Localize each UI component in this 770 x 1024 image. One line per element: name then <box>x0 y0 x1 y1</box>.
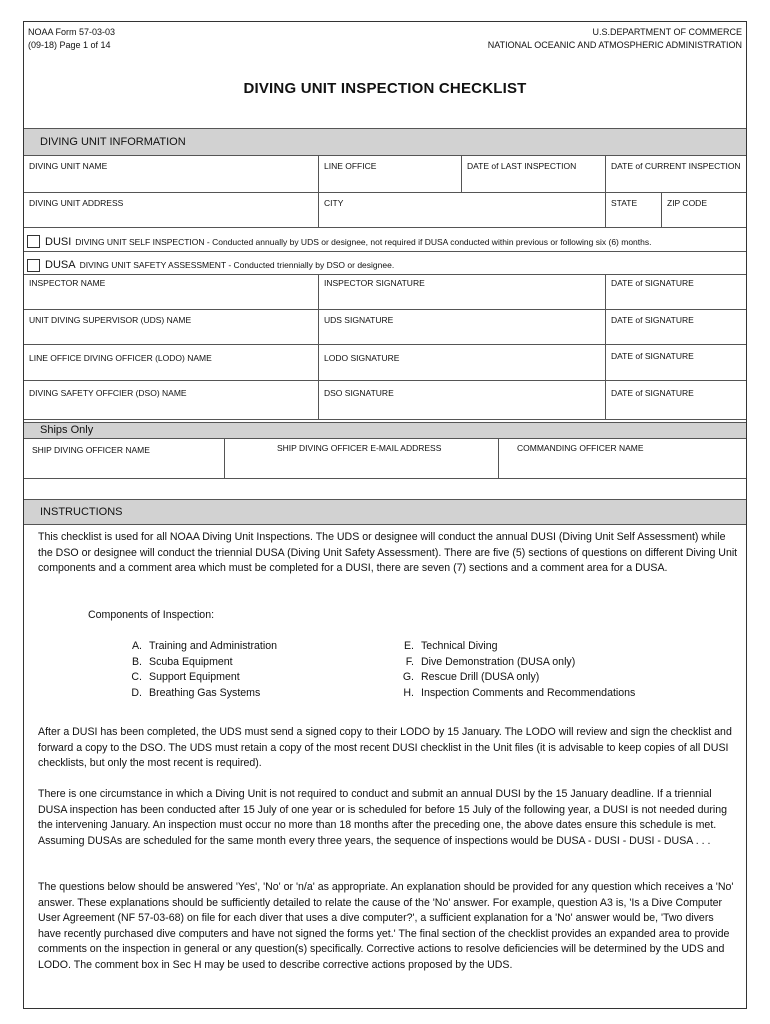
field-label: DATE of SIGNATURE <box>611 278 694 288</box>
dso-row <box>24 381 746 420</box>
section-heading-instructions <box>24 499 746 525</box>
unit-address-row <box>24 193 746 228</box>
form-page <box>23 21 747 1009</box>
field-label: CITY <box>324 198 344 208</box>
field-label: SHIP DIVING OFFICER E-MAIL ADDRESS <box>277 443 442 453</box>
list-item <box>392 639 635 655</box>
field-label: COMMANDING OFFICER NAME <box>517 443 644 453</box>
form-id-block <box>28 26 115 52</box>
last-inspection-date-field[interactable] <box>461 156 605 192</box>
instructions-paragraph-1: This checklist is used for all NOAA Diving Unit Inspections. The UDS or designee will conduct the annual DUSI (Diving Unit Self Assessment) while the DSO or designee will conduct the triennial DUSA (Diving Unit Safety Assessment). There are five (5) sections of questions on different Diving Unit components and a comment area which must be completed for a DUSI, there are seven (7) sections and a comment area for a DUSA. <box>38 531 738 575</box>
current-inspection-date-field[interactable] <box>605 156 746 192</box>
inspector-signature-date-field[interactable] <box>605 275 746 309</box>
section-heading-label: Ships Only <box>40 424 94 436</box>
field-label: DIVING UNIT NAME <box>29 161 108 171</box>
uds-name-field[interactable] <box>24 310 318 344</box>
instructions-paragraph-4: The questions below should be answered 'Yes', 'No' or 'n/a' as appropriate. An explanation should be provided for any question which receives a 'No' answer. These explanations should be sufficiently detailed to relate the cause of the 'No' answer. For example, question A3 is, 'Is a Dive Computer User Agreement (NF 57-03-68) on file for each diver that uses a dive computer?', a sufficient explanation for a 'No' answer would be, 'Two divers have recently purchased dive computers and have not signed the forms yet.' The final section of the checklist provides an expanded area to provide comments on the inspection in general or any question(s) specifically. Corrective actions to resolve deficiencies will be determined by the UDS and LODO. The comment box in Sec H may be used to describe corrective actions proposed by the UDS. <box>38 881 734 971</box>
dusa-description: DIVING UNIT SAFETY ASSESSMENT - Conducted triennially by DSO or designee. <box>79 260 395 270</box>
dso-signature-date-field[interactable] <box>605 381 746 419</box>
item-text: Breathing Gas Systems <box>149 686 261 699</box>
list-item <box>120 655 277 671</box>
unit-name-field[interactable] <box>24 156 318 192</box>
unit-name-row <box>24 156 746 193</box>
inspector-name-field[interactable] <box>24 275 318 309</box>
zip-code-field[interactable] <box>661 193 746 227</box>
line-office-field[interactable] <box>318 156 461 192</box>
item-text: Support Equipment <box>149 671 240 684</box>
item-letter: B. <box>131 655 142 668</box>
agency-block <box>488 26 742 52</box>
field-label: DATE of SIGNATURE <box>611 388 694 398</box>
list-item <box>392 670 635 686</box>
field-label: UNIT DIVING SUPERVISOR (UDS) NAME <box>29 315 192 325</box>
page-title: DIVING UNIT INSPECTION CHECKLIST <box>243 80 527 97</box>
field-label: LINE OFFICE <box>324 161 377 171</box>
field-label: INSPECTOR SIGNATURE <box>324 278 425 288</box>
inspector-row <box>24 274 746 310</box>
state-field[interactable] <box>605 193 661 227</box>
agency-name: NATIONAL OCEANIC AND ATMOSPHERIC ADMINISTRATION <box>487 40 742 50</box>
item-letter: A. <box>131 640 142 652</box>
department-name: U.S.DEPARTMENT OF COMMERCE <box>592 27 742 37</box>
list-item <box>392 655 635 671</box>
ship-officer-row <box>24 439 746 479</box>
item-text: Rescue Drill (DUSA only) <box>421 671 540 684</box>
dusi-description: DIVING UNIT SELF INSPECTION - Conducted annually by UDS or designee, not required if DUSA conducted within previous or following six (6) months. <box>75 236 652 247</box>
dusa-label: DUSA <box>45 259 76 271</box>
components-list-left <box>120 639 277 701</box>
lodo-signature-field[interactable] <box>318 345 605 380</box>
field-label: UDS SIGNATURE <box>324 315 394 325</box>
list-item <box>392 686 635 702</box>
item-text: Training and Administration <box>149 640 277 652</box>
list-item <box>120 686 277 702</box>
lodo-name-field[interactable] <box>24 345 318 380</box>
field-label: LODO SIGNATURE <box>324 353 400 363</box>
dusa-checkbox[interactable] <box>27 259 40 272</box>
field-label: STATE <box>611 198 638 208</box>
field-label: SHIP DIVING OFFICER NAME <box>32 445 150 455</box>
list-item <box>120 670 277 686</box>
instructions-paragraph-3: There is one circumstance in which a Diving Unit is not required to conduct and submit an annual DUSI by the 15 January deadline. If a triennial DUSA inspection has been conducted after 15 July of one year or is scheduled for before 15 July of the following year, a DUSI is not needed during the intervening January. An inspection must occur no more than 18 months after the preceding one, the above dates ensure this schedule is met. Assuming DUSAs are scheduled for the same month every three years, the sequence of inspections would be DUSA - DUSI - DUSI - DUSA . . . <box>38 788 728 847</box>
dusi-label: DUSI <box>45 235 72 248</box>
dusi-checkbox[interactable] <box>27 235 40 248</box>
field-label: DATE of SIGNATURE <box>611 315 694 325</box>
field-label: DATE of CURRENT INSPECTION <box>611 161 741 171</box>
item-text: Technical Diving <box>421 640 498 652</box>
item-text: Inspection Comments and Recommendations <box>421 686 636 699</box>
components-label: Components of Inspection: <box>88 609 215 621</box>
commanding-officer-name-field[interactable] <box>498 439 746 478</box>
dusi-option-row <box>24 228 746 252</box>
uds-row <box>24 310 746 345</box>
field-label: DIVING SAFETY OFFCIER (DSO) NAME <box>29 388 187 398</box>
item-letter: F. <box>405 655 414 668</box>
instructions-paragraph-2: After a DUSI has been completed, the UDS must send a signed copy to their LODO by 15 January. The LODO will review and sign the checklist and forward a copy to the DSO. The UDS must retain a copy of the most recent DUSI checklist in the Unit files (it is advisable to keep copies of all DUSI checklists, but only the most recent is required). <box>38 726 732 770</box>
field-label: INSPECTOR NAME <box>29 278 106 288</box>
form-number: NOAA Form 57-03-03 <box>28 27 116 37</box>
field-label: DSO SIGNATURE <box>324 388 394 398</box>
section-heading-label: DIVING UNIT INFORMATION <box>40 135 186 148</box>
ship-officer-email-field[interactable] <box>224 439 498 478</box>
city-field[interactable] <box>318 193 605 227</box>
item-letter: C. <box>131 671 142 684</box>
item-letter: D. <box>131 686 142 699</box>
item-letter: E. <box>403 640 414 652</box>
dso-name-field[interactable] <box>24 381 318 419</box>
inspector-signature-field[interactable] <box>318 275 605 309</box>
components-list-right <box>392 639 635 701</box>
uds-signature-field[interactable] <box>318 310 605 344</box>
item-text: Dive Demonstration (DUSA only) <box>421 655 576 668</box>
lodo-signature-date-field[interactable] <box>605 345 746 380</box>
uds-signature-date-field[interactable] <box>605 310 746 344</box>
section-heading-unit-info <box>24 128 746 156</box>
lodo-row <box>24 345 746 381</box>
field-label: DATE of LAST INSPECTION <box>467 161 577 171</box>
field-label: ZIP CODE <box>667 198 707 208</box>
field-label: LINE OFFICE DIVING OFFICER (LODO) NAME <box>29 353 212 363</box>
section-heading-ships-only <box>24 422 746 439</box>
item-letter: H. <box>403 686 414 699</box>
item-letter: G. <box>402 671 414 684</box>
item-text: Scuba Equipment <box>149 655 233 668</box>
field-label: DIVING UNIT ADDRESS <box>29 198 124 208</box>
list-item <box>120 639 277 655</box>
section-heading-label: INSTRUCTIONS <box>40 505 123 518</box>
unit-address-field[interactable] <box>24 193 318 227</box>
field-label: DATE of SIGNATURE <box>611 351 694 361</box>
dusa-option-row <box>24 252 746 274</box>
dso-signature-field[interactable] <box>318 381 605 419</box>
ship-officer-name-field[interactable] <box>24 439 224 478</box>
form-date-page: (09-18) Page 1 of 14 <box>28 40 111 50</box>
